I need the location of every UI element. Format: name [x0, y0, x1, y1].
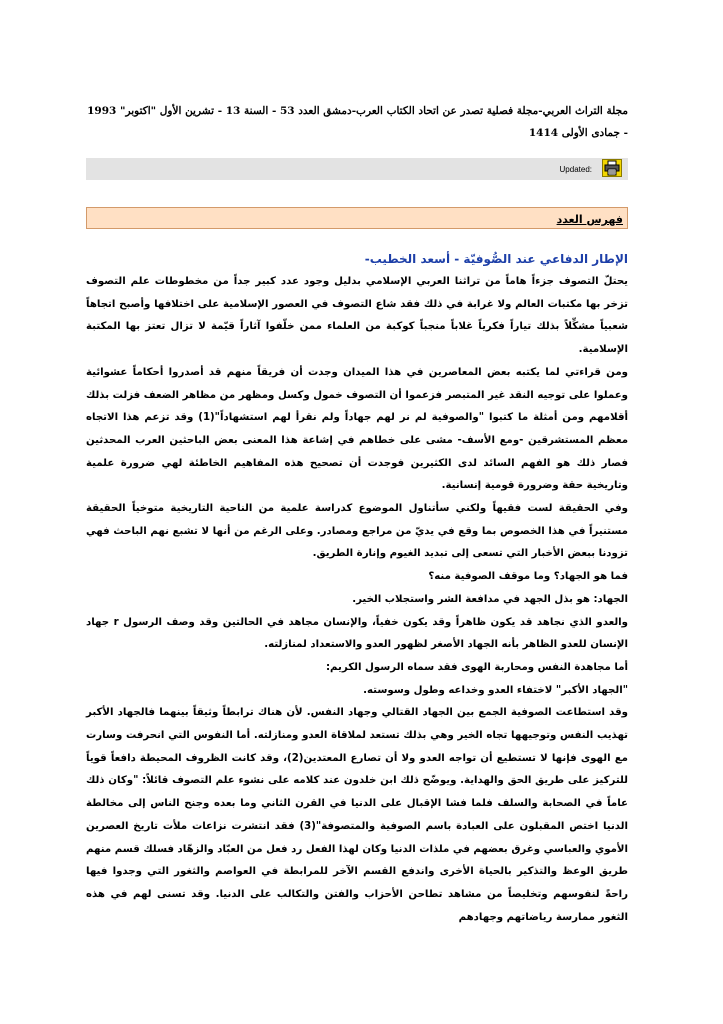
journal-header	[86, 100, 628, 144]
page-content	[86, 100, 628, 929]
toc-link[interactable]: فهرس العدد	[556, 213, 623, 226]
paragraph: ومن قراءتي لما يكتبه بعض المعاصرين في هذا الميدان وجدت أن فريقاً منهم قد أصدروا أحكاماً عشوائية وعملوا على توجيه النقد غير المتبصر فزعموا أن التصوف خمول وكسل ومظهر من مظاهر الضعف فزلت بذلك أقلامهم ومن أمثلة ما كتبوا "والصوفية لم نر لهم جهاداً ولم نقرأ لهم استشهاداً"(1) وقد تزعم هذا الاتجاه معظم المستشرقين -ومع الأسف- مشى على خطاهم في إشاعة هذا المعنى بعض الباحثين العرب المحدثين فصار ذلك هو الفهم السائد لدى الكثيرين فوجدت أن تصحيح هذه المفاهيم الخاطئة لهي ضرورة علمية وتاريخية حقة وضرورة قومية إنسانية.	[86, 366, 628, 492]
paragraph: والعدو الذي نجاهد قد يكون ظاهراً وقد يكون خفياً، والإنسان مجاهد في الحالتين وقد وصف الرسول r جهاد الإنسان للعدو الظاهر بأنه الجهاد الأصغر لظهور العدو والاستعداد لمنازلته.	[86, 616, 628, 651]
paragraph: الجهاد: هو بذل الجهد في مدافعة الشر واستجلاب الخير.	[352, 593, 628, 605]
paragraph: "الجهاد الأكبر" لاختفاء العدو وخداعه وطول وسوسته.	[363, 684, 628, 696]
paragraph: أما مجاهدة النفس ومحاربة الهوى فقد سماه الرسول الكريم:	[325, 661, 628, 673]
journal-header-line2: - جمادى الأولى 1414	[528, 127, 628, 139]
article-body	[86, 271, 628, 929]
toc-link-bar	[86, 207, 628, 229]
paragraph: فما هو الجهاد؟ وما موقف الصوفية منه؟	[428, 571, 628, 583]
updated-label: Updated:	[559, 165, 592, 174]
paragraph: وقد استطاعت الصوفية الجمع بين الجهاد القتالي وجهاد النفس. لأن هناك ترابطاً وثيقاً بينهما فالجهاد الأكبر تهذيب النفس وتوجيهها تجاه الخير وهي بذلك تستعد لملاقاة العدو ومنازلته. أما النفوس التي انحرفت وسارت مع الهوى فإنها لا تستطيع أن تواجه العدو ولا أن تصارع المعتدين(2)، وقد كانت الظروف المحيطة دافعاً قوياً للتركيز على طريق الحق والهداية. ويوضّح ذلك ابن خلدون عند كلامه على نشوء علم التصوف قائلاً: "وكان ذلك عاماً في الصحابة والسلف فلما فشا الإقبال على الدنيا في القرن الثاني وما بعده وجنح الناس إلى مخالطة الدنيا اختص المقبلون على العبادة باسم الصوفية والمتصوفة"(3) فقد انتشرت نزاعات ملأت تاريخ العصرين الأموي والعباسي وغرق بعضهم في ملذات الدنيا وكان لهذا الفعل رد فعل من العبّاد والزهّاد فسلك قسم منهم طريق الوعظ والتذكير بالحياة الأخرى واندفع القسم الآخر للمرابطة في العواصم والثغور التي وجدوا فيها راحةً لنفوسهم وتخليصاً من مشاهد تطاحن الأحزاب والفتن والتكالب على الدنيا. وقد تسنى لهم في هذه الثغور ممارسة رياضاتهم وجهادهم	[86, 707, 628, 923]
paragraph: وفي الحقيقة لست فقيهاً ولكني سأتناول الموضوع كدراسة علمية من الناحية التاريخية متوخياً الحقيقة مستنيراً في هذا الخصوص بما وقع في يديّ من مراجع ومصادر. وعلى الرغم من أنها لا تشبع نهم الباحث فهي تزودنا ببعض الأخبار التي تسعى إلى تبديد الغيوم وإنارة الطريق.	[86, 503, 628, 560]
paragraph: يحتلّ التصوف جزءاً هاماً من تراثنا العربي الإسلامي بدليل وجود عدد كبير جداً من مخطوطات علم التصوف تزخر بها مكتبات العالم ولا غرابة في ذلك فقد شاع التصوف في العصور الإسلامية على اختلافها وأصبح اتجاهاً شعبياً مشكِّلاً بذلك تياراً فكرياً غلاباً منجباً كوكبة من العلماء ممن خلّفوا آثاراً قيّمة لا تزال تعتز بها المكتبة الإسلامية.	[86, 276, 628, 356]
printer-icon[interactable]	[602, 159, 622, 177]
updated-bar	[86, 158, 628, 180]
journal-header-line1: مجلة التراث العربي-مجلة فصلية تصدر عن اتحاد الكتاب العرب-دمشق العدد 53 - السنة 13 - تشرين الأول "اكتوبر" 1993	[87, 105, 628, 117]
article-title: الإطار الدفاعي عند الصُّوفيّة - أسعد الخطيب-	[364, 252, 628, 266]
